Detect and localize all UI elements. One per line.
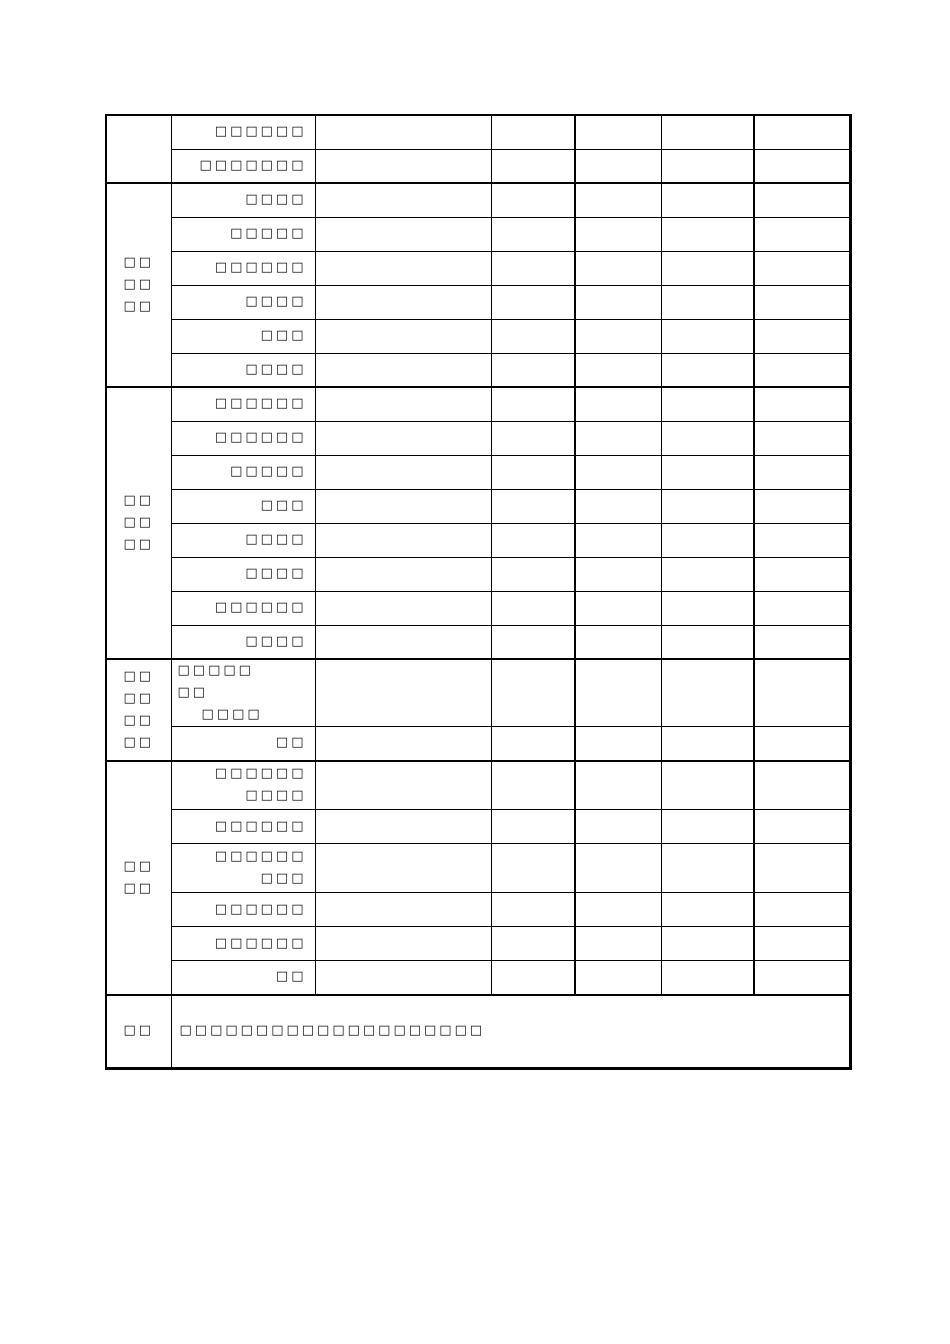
group-label: □□ □□ (106, 761, 171, 995)
value-cell[interactable] (315, 455, 491, 489)
col6-cell[interactable] (754, 285, 850, 319)
col5-cell[interactable] (661, 893, 754, 927)
col5-cell[interactable] (661, 217, 754, 251)
row-label: □□□□□□ □□□ (171, 844, 315, 893)
col5-cell[interactable] (661, 421, 754, 455)
col3-cell[interactable] (491, 115, 575, 149)
value-cell[interactable] (315, 285, 491, 319)
col4-cell[interactable] (575, 844, 661, 893)
col4-cell[interactable] (575, 893, 661, 927)
col3-cell[interactable] (491, 217, 575, 251)
col6-cell[interactable] (754, 421, 850, 455)
value-cell[interactable] (315, 251, 491, 285)
col5-cell[interactable] (661, 927, 754, 961)
row-label: □□□□□□□ □□□□ (171, 659, 315, 727)
row-label: □□□□ (171, 183, 315, 217)
row-label: □□□□ (171, 353, 315, 387)
group-label: □□ □□ □□ □□ (106, 659, 171, 761)
col5-cell[interactable] (661, 251, 754, 285)
col4-cell[interactable] (575, 557, 661, 591)
col6-cell[interactable] (754, 217, 850, 251)
value-cell[interactable] (315, 893, 491, 927)
table-row (106, 927, 850, 961)
value-cell[interactable] (315, 927, 491, 961)
col4-cell[interactable] (575, 961, 661, 995)
col4-cell[interactable] (575, 727, 661, 761)
col4-cell[interactable] (575, 149, 661, 183)
col6-cell[interactable] (754, 557, 850, 591)
value-cell[interactable] (315, 421, 491, 455)
col3-cell[interactable] (491, 285, 575, 319)
col6-cell[interactable] (754, 659, 850, 727)
value-cell[interactable] (315, 489, 491, 523)
value-cell[interactable] (315, 810, 491, 844)
row-label: □□□ (171, 319, 315, 353)
col3-cell[interactable] (491, 523, 575, 557)
col6-cell[interactable] (754, 353, 850, 387)
row-label: □□□□□□□ (171, 149, 315, 183)
col6-cell[interactable] (754, 489, 850, 523)
col6-cell[interactable] (754, 115, 850, 149)
note-label: □□ (106, 995, 171, 1069)
col5-cell[interactable] (661, 727, 754, 761)
col4-cell[interactable] (575, 387, 661, 421)
col6-cell[interactable] (754, 893, 850, 927)
value-cell[interactable] (315, 319, 491, 353)
row-label: □□□□□□ (171, 927, 315, 961)
row-label: □□□□□□ (171, 810, 315, 844)
col3-cell[interactable] (491, 625, 575, 659)
row-label: □□□□ (171, 625, 315, 659)
col3-cell[interactable] (491, 353, 575, 387)
value-cell[interactable] (315, 523, 491, 557)
col5-cell[interactable] (661, 115, 754, 149)
col4-cell[interactable] (575, 927, 661, 961)
value-cell[interactable] (315, 115, 491, 149)
value-cell[interactable] (315, 961, 491, 995)
row-label: □□ (171, 961, 315, 995)
col5-cell[interactable] (661, 659, 754, 727)
col3-cell[interactable] (491, 387, 575, 421)
table-row (106, 149, 850, 183)
group-label: □□ □□ □□ (106, 183, 171, 387)
group-label: □□ □□ □□ (106, 387, 171, 659)
col4-cell[interactable] (575, 353, 661, 387)
col6-cell[interactable] (754, 927, 850, 961)
row-label: □□ (171, 727, 315, 761)
value-cell[interactable] (315, 217, 491, 251)
col4-cell[interactable] (575, 625, 661, 659)
table-row (106, 893, 850, 927)
col4-cell[interactable] (575, 115, 661, 149)
col3-cell[interactable] (491, 761, 575, 810)
col3-cell[interactable] (491, 489, 575, 523)
value-cell[interactable] (315, 727, 491, 761)
group-label (106, 115, 171, 183)
row-label: □□□□□□ □□□□ (171, 761, 315, 810)
col4-cell[interactable] (575, 421, 661, 455)
table-row (106, 455, 850, 489)
table-row (106, 961, 850, 995)
col5-cell[interactable] (661, 761, 754, 810)
row-label: □□□□□□ (171, 591, 315, 625)
col4-cell[interactable] (575, 455, 661, 489)
value-cell[interactable] (315, 149, 491, 183)
row-label: □□□□□□ (171, 893, 315, 927)
col5-cell[interactable] (661, 387, 754, 421)
form-table (105, 114, 852, 1070)
table-row (106, 557, 850, 591)
table-row (106, 659, 850, 727)
table-row (106, 217, 850, 251)
col5-cell[interactable] (661, 149, 754, 183)
note-text[interactable]: □□□□□□□□□□□□□□□□□□□□ (171, 995, 850, 1069)
col6-cell[interactable] (754, 319, 850, 353)
col4-cell[interactable] (575, 523, 661, 557)
table-row (106, 319, 850, 353)
row-label: □□□□ (171, 523, 315, 557)
col3-cell[interactable] (491, 893, 575, 927)
col4-cell[interactable] (575, 285, 661, 319)
row-label: □□□□□ (171, 455, 315, 489)
col5-cell[interactable] (661, 961, 754, 995)
col4-cell[interactable] (575, 659, 661, 727)
col6-cell[interactable] (754, 149, 850, 183)
row-label: □□□□□□ (171, 421, 315, 455)
col4-cell[interactable] (575, 319, 661, 353)
note-row (106, 995, 850, 1069)
col4-cell[interactable] (575, 217, 661, 251)
col3-cell[interactable] (491, 455, 575, 489)
value-cell[interactable] (315, 761, 491, 810)
col3-cell[interactable] (491, 183, 575, 217)
col3-cell[interactable] (491, 844, 575, 893)
col5-cell[interactable] (661, 810, 754, 844)
col3-cell[interactable] (491, 421, 575, 455)
col4-cell[interactable] (575, 761, 661, 810)
table-row (106, 625, 850, 659)
col3-cell[interactable] (491, 961, 575, 995)
col5-cell[interactable] (661, 183, 754, 217)
col6-cell[interactable] (754, 727, 850, 761)
table-row (106, 387, 850, 421)
col3-cell[interactable] (491, 727, 575, 761)
row-label: □□□□ (171, 285, 315, 319)
table-row (106, 844, 850, 893)
table-row (106, 285, 850, 319)
col3-cell[interactable] (491, 927, 575, 961)
col4-cell[interactable] (575, 251, 661, 285)
col3-cell[interactable] (491, 810, 575, 844)
col5-cell[interactable] (661, 319, 754, 353)
col4-cell[interactable] (575, 183, 661, 217)
col6-cell[interactable] (754, 387, 850, 421)
value-cell[interactable] (315, 387, 491, 421)
col6-cell[interactable] (754, 810, 850, 844)
col5-cell[interactable] (661, 523, 754, 557)
col5-cell[interactable] (661, 625, 754, 659)
value-cell[interactable] (315, 844, 491, 893)
col3-cell[interactable] (491, 659, 575, 727)
row-label: □□□□□ (171, 217, 315, 251)
col4-cell[interactable] (575, 810, 661, 844)
row-label: □□□□□□ (171, 251, 315, 285)
table-row (106, 489, 850, 523)
row-label: □□□□□□ (171, 115, 315, 149)
col6-cell[interactable] (754, 961, 850, 995)
col3-cell[interactable] (491, 319, 575, 353)
value-cell[interactable] (315, 557, 491, 591)
row-label: □□□□ (171, 557, 315, 591)
table-row (106, 115, 850, 149)
table-row (106, 727, 850, 761)
table-row (106, 591, 850, 625)
table-row (106, 183, 850, 217)
col4-cell[interactable] (575, 591, 661, 625)
col5-cell[interactable] (661, 353, 754, 387)
col6-cell[interactable] (754, 251, 850, 285)
col6-cell[interactable] (754, 183, 850, 217)
value-cell[interactable] (315, 591, 491, 625)
table-row (106, 523, 850, 557)
col3-cell[interactable] (491, 149, 575, 183)
table-row (106, 251, 850, 285)
col3-cell[interactable] (491, 557, 575, 591)
col3-cell[interactable] (491, 251, 575, 285)
col5-cell[interactable] (661, 455, 754, 489)
col5-cell[interactable] (661, 844, 754, 893)
row-label: □□□□□□ (171, 387, 315, 421)
col6-cell[interactable] (754, 591, 850, 625)
value-cell[interactable] (315, 659, 491, 727)
value-cell[interactable] (315, 183, 491, 217)
col6-cell[interactable] (754, 455, 850, 489)
col6-cell[interactable] (754, 523, 850, 557)
value-cell[interactable] (315, 625, 491, 659)
col5-cell[interactable] (661, 557, 754, 591)
col6-cell[interactable] (754, 625, 850, 659)
col6-cell[interactable] (754, 844, 850, 893)
col5-cell[interactable] (661, 591, 754, 625)
col4-cell[interactable] (575, 489, 661, 523)
table-row (106, 761, 850, 810)
row-label: □□□ (171, 489, 315, 523)
table-row (106, 810, 850, 844)
col3-cell[interactable] (491, 591, 575, 625)
col5-cell[interactable] (661, 489, 754, 523)
col6-cell[interactable] (754, 761, 850, 810)
col5-cell[interactable] (661, 285, 754, 319)
table-row (106, 353, 850, 387)
table-row (106, 421, 850, 455)
value-cell[interactable] (315, 353, 491, 387)
